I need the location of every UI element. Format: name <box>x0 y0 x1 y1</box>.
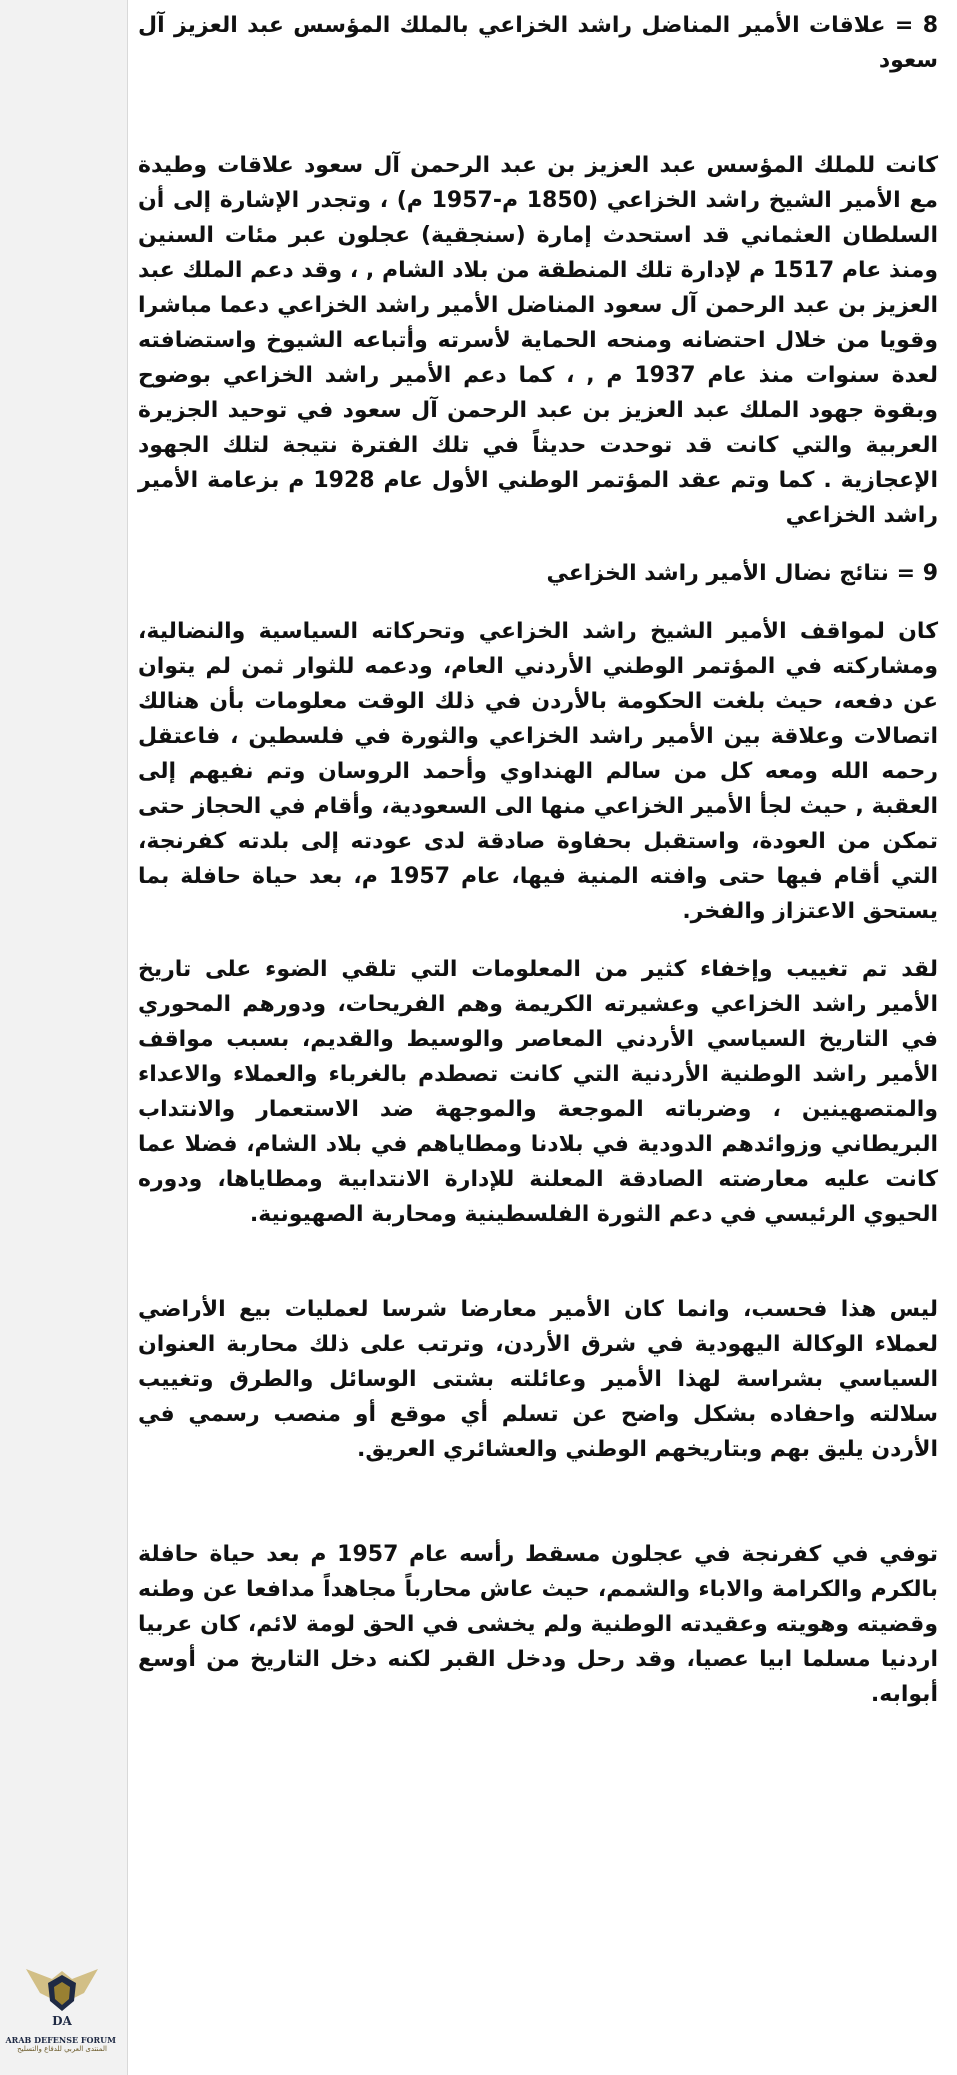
article-body <box>138 0 938 1712</box>
logo-arabic-name: المنتدى العربي للدفاع والتسليح <box>17 2045 107 2053</box>
arab-defense-forum-logo <box>5 1949 116 2069</box>
section-8-paragraph: كانت للملك المؤسس عبد العزيز بن عبد الرحمن آل سعود علاقات وطيدة مع الأمير الشيخ راشد الخزاعي (1850 م-1957 م) ، وتجدر الإشارة إلى أن السلطان العثماني قد استحدث إمارة (سنجقية) عجلون عبر مئات السنين ومنذ عام 1517 م لإدارة تلك المنطقة من بلاد الشام , ، وقد دعم الملك عبد العزيز بن عبد الرحمن آل سعود المناضل الأمير راشد الخزاعي دعما مباشرا وقويا من خلال احتضانه ومنحه الحماية لأسرته وأتباعه الشيوخ واستضافته لعدة سنوات منذ عام 1937 م , ، كما دعم الأمير راشد الخزاعي بوضوح وبقوة جهود الملك عبد العزيز بن عبد الرحمن آل سعود في توحيد الجزيرة العربية والتي كانت قد توحدت حديثاً في تلك الفترة نتيجة لتلك الجهود الإعجازية . كما وتم عقد المؤتمر الوطني الأول عام 1928 م بزعامة الأمير راشد الخزاعي <box>138 153 938 528</box>
section-8 <box>138 8 938 78</box>
paragraph-land-sales: ليس هذا فحسب، وانما كان الأمير معارضا شرسا لعمليات بيع الأراضي لعملاء الوكالة اليهودية في شرق الأردن، وترتب على ذلك محاربة العنوان السياسي بشراسة لهذا الأمير وعائلته بشتى الوسائل والطرق وتغييب سلالته واحفاده بشكل واضح عن تسلم أي موقع أو منصب رسمي في الأردن يليق بهم وبتاريخهم الوطني والعشائري العريق. <box>138 1297 938 1462</box>
section-8-heading: 8 = علاقات الأمير المناضل راشد الخزاعي بالملك المؤسس عبد العزيز آل سعود <box>138 13 938 73</box>
logo-forum-name: ARAB DEFENSE FORUM <box>5 2035 116 2045</box>
paragraph-erasure-history: لقد تم تغييب وإخفاء كثير من المعلومات التي تلقي الضوء على تاريخ الأمير راشد الخزاعي وعشيرته الكريمة وهم الفريحات، ودورهم المحوري في التاريخ السياسي الأردني المعاصر والوسيط والقديم، بسبب مواقف الأمير راشد الوطنية الأردنية التي كانت تصطدم بالغرباء والعملاء والاعداء والمتصهينين ، وضرباته الموجعة والموجهة ضد الاستعمار والانتداب البريطاني وزوائدهم الدودية في بلادنا ومطاياهم في بلاد الشام، فضلا عما كانت عليه معارضته الصادقة المعلنة للإدارة الانتدابية ومطاياها، ودوره الحيوي الرئيسي في دعم الثورة الفلسطينية ومحاربة الصهيونية. <box>138 957 938 1227</box>
section-9-paragraph: كان لمواقف الأمير الشيخ راشد الخزاعي وتحركاته السياسية والنضالية، ومشاركته في المؤتمر الوطني الأردني العام، ودعمه للثوار ثمن لم يتوان عن دفعه، حيث بلغت الحكومة بالأردن في ذلك الوقت معلومات بأن هنالك اتصالات وعلاقة بين الأمير راشد الخزاعي والثورة في فلسطين ، فاعتقل رحمه الله ومعه كل من سالم الهنداوي وأحمد الروسان وتم نفيهم إلى العقبة , حيث لجأ الأمير الخزاعي منها الى السعودية، وأقام في الحجاز حتى تمكن من العودة، واستقبل بحفاوة صادقة لدى عودته إلى بلدته كفرنجة، التي أقام فيها حتى وافته المنية فيها، عام 1957 م، بعد حياة حافلة بما يستحق الاعتزاز والفخر. <box>138 619 938 924</box>
left-margin-strip <box>0 0 128 2075</box>
eagle-emblem-icon <box>22 1949 102 2035</box>
section-9-heading: 9 = نتائج نضال الأمير راشد الخزاعي <box>546 561 938 586</box>
paragraph-death: توفي في كفرنجة في عجلون مسقط رأسه عام 1957 م بعد حياة حافلة بالكرم والكرامة والاباء والشمم، حيث عاش محارباً مجاهداً مدافعا عن وطنه وقضيته وهويته وعقيدته الوطنية ولم يخشى في الحق لومة لائم، كان عربيا اردنيا مسلما ابيا عصيا، وقد رحل ودخل القبر لكنه دخل التاريخ من أوسع أبوابه. <box>138 1542 938 1707</box>
logo-monogram: DA <box>52 2014 72 2028</box>
